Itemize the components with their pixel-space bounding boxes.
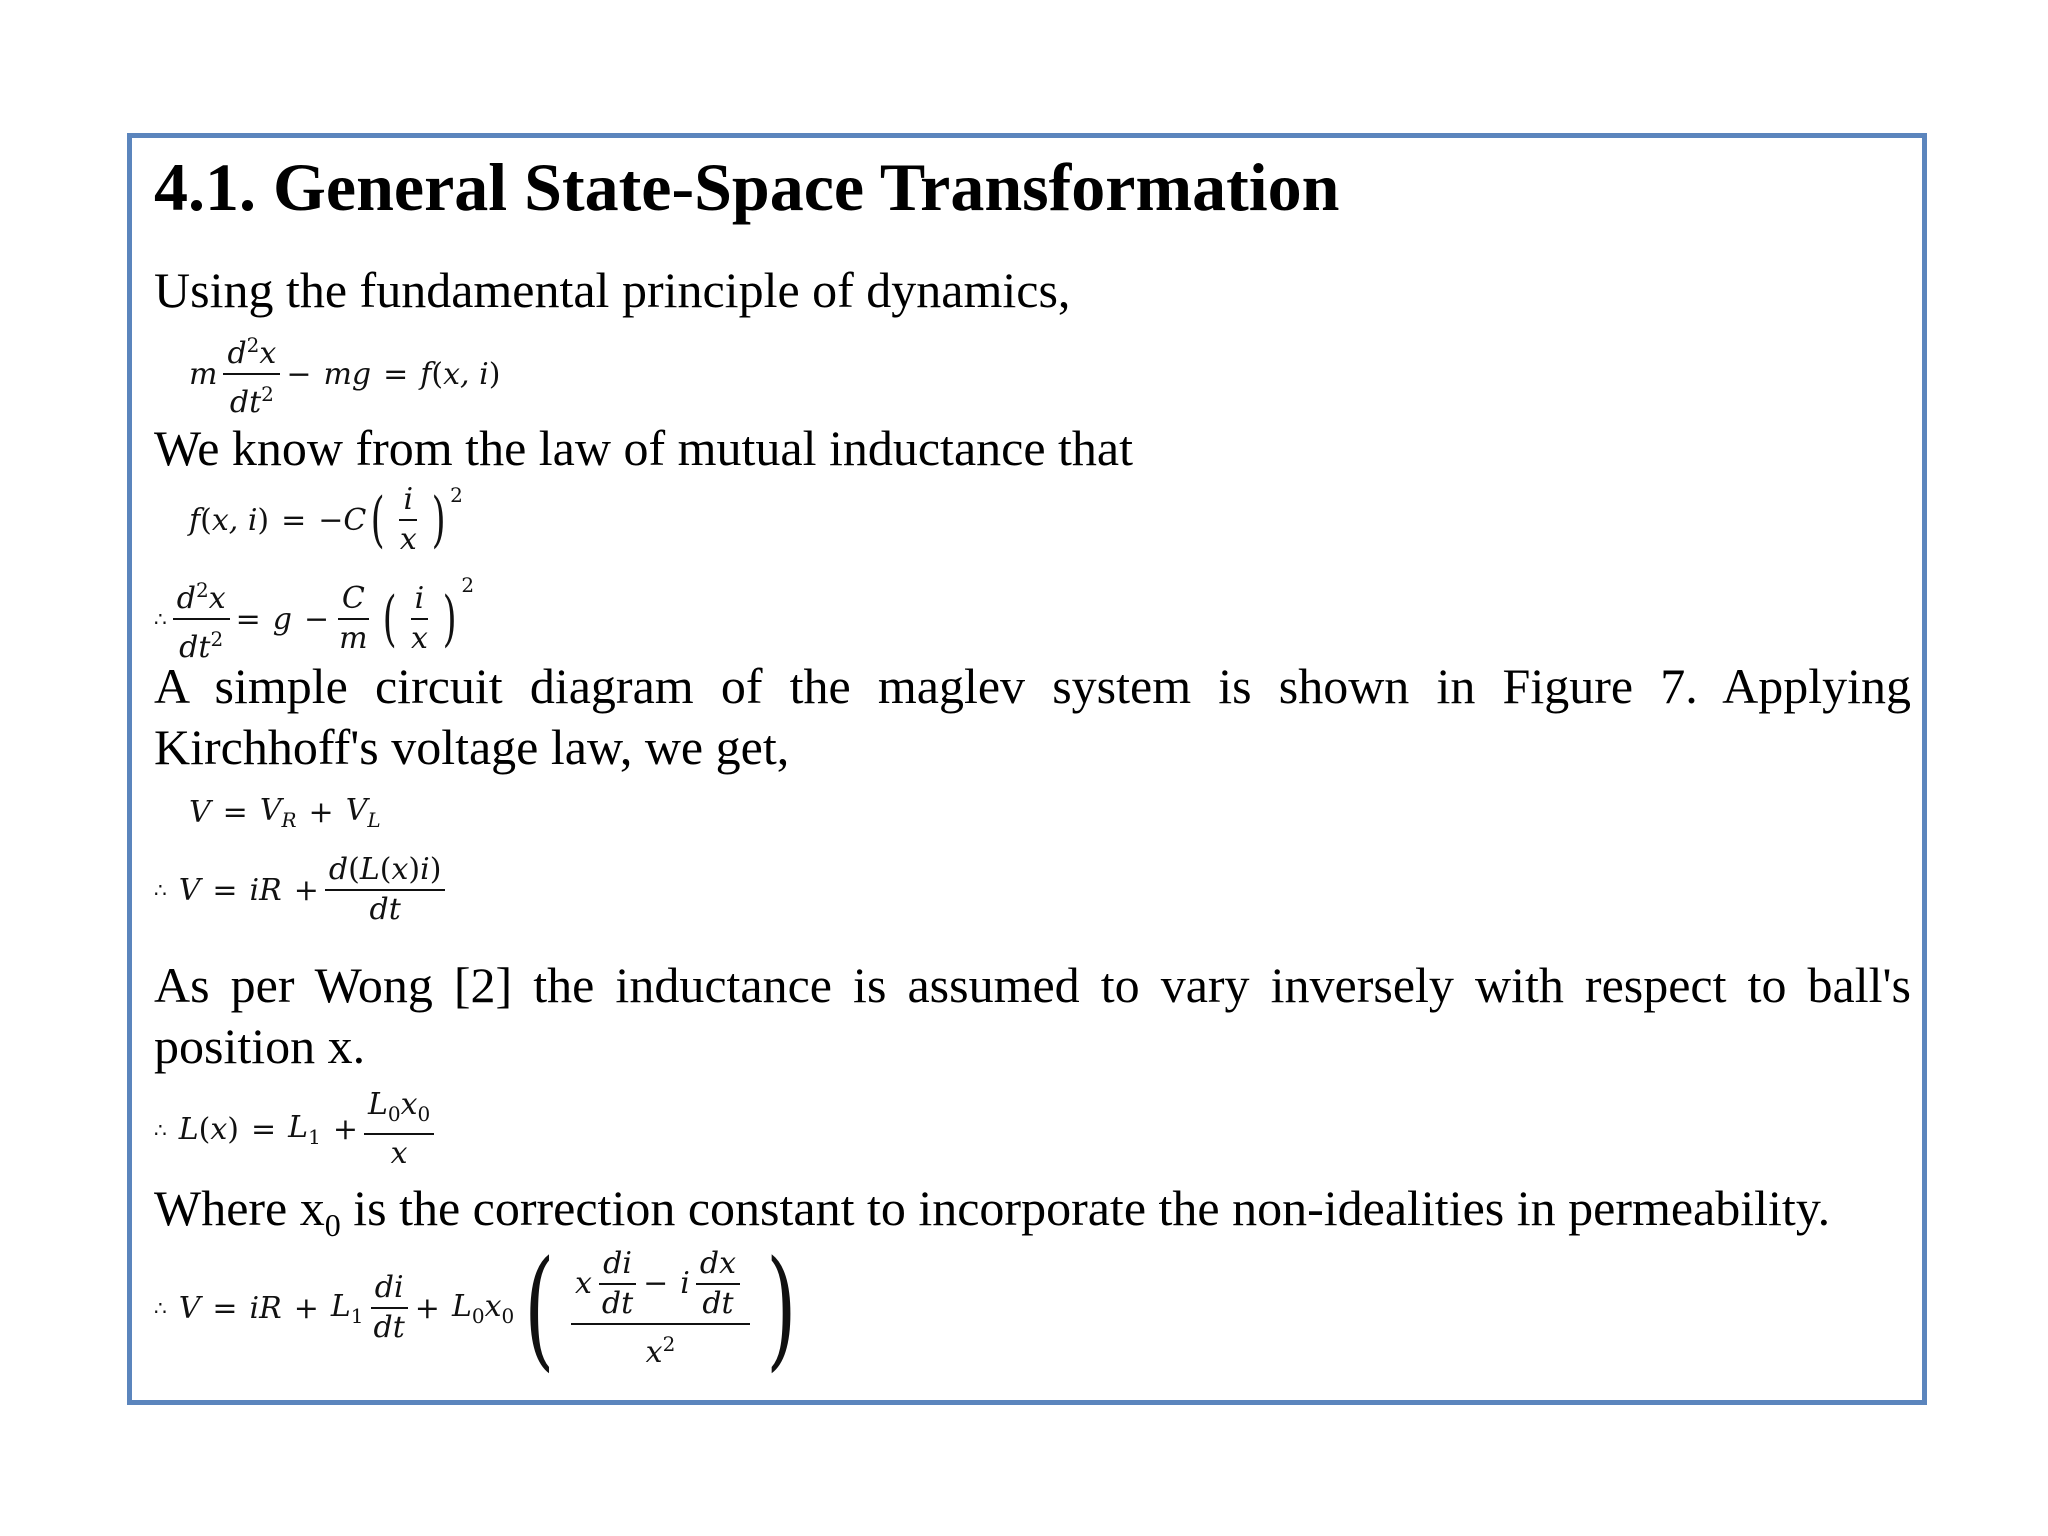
equation-acceleration: ∴ $\frac{d^2x}{dt^2}$ = g − $\frac{C}{m}$ ( $\frac{i}{x}$ ) $^2$ [154, 573, 475, 665]
paragraph-correction-start: Where x [154, 1180, 325, 1236]
paragraph-wong: As per Wong [2] the inductance is assumed to vary inversely with respect to ball's position x. [154, 957, 1911, 1074]
equation-newton: m $\frac{d^2x}{dt^2}$ − mg = f ( x, i ) [189, 328, 500, 420]
slide-title: 4.1. General State-Space Transformation [154, 149, 1340, 225]
equation-voltage-sum: V = $V_R$ + $V_L$ [189, 793, 381, 832]
paragraph-mutual-inductance: We know from the law of mutual inductance that [154, 420, 1134, 476]
x0-subscript: 0 [324, 1207, 341, 1243]
equation-final-voltage: ∴ V = iR + $L_1$ $\frac{di}{dt}$ + $L_0x_0$ ( x $\frac{di}{dt}$ − i $\frac{dx}{dt}$ $x^2$ ) [154, 1232, 797, 1384]
paragraph-kirchhoff: A simple circuit diagram of the maglev system is shown in Figure 7. Applying Kirchhoff's voltage law, we get, [154, 658, 1911, 775]
slide-frame [127, 133, 1927, 1405]
equation-voltage-inductance: ∴ V = iR + $\frac{d(L(x)i)}{dt}$ [154, 853, 451, 927]
equation-inductance: ∴ L ( x ) = $L_1$ + $\frac{L_0x_0}{x}$ [154, 1088, 440, 1171]
paragraph-correction-end: is the correction constant to incorporate the non-idealities in permeability. [340, 1180, 1831, 1236]
equation-force: f ( x, i ) = − C ( $\frac{i}{x}$ ) $^2$ [189, 482, 463, 557]
paragraph-dynamics: Using the fundamental principle of dynamics, [154, 262, 1071, 318]
